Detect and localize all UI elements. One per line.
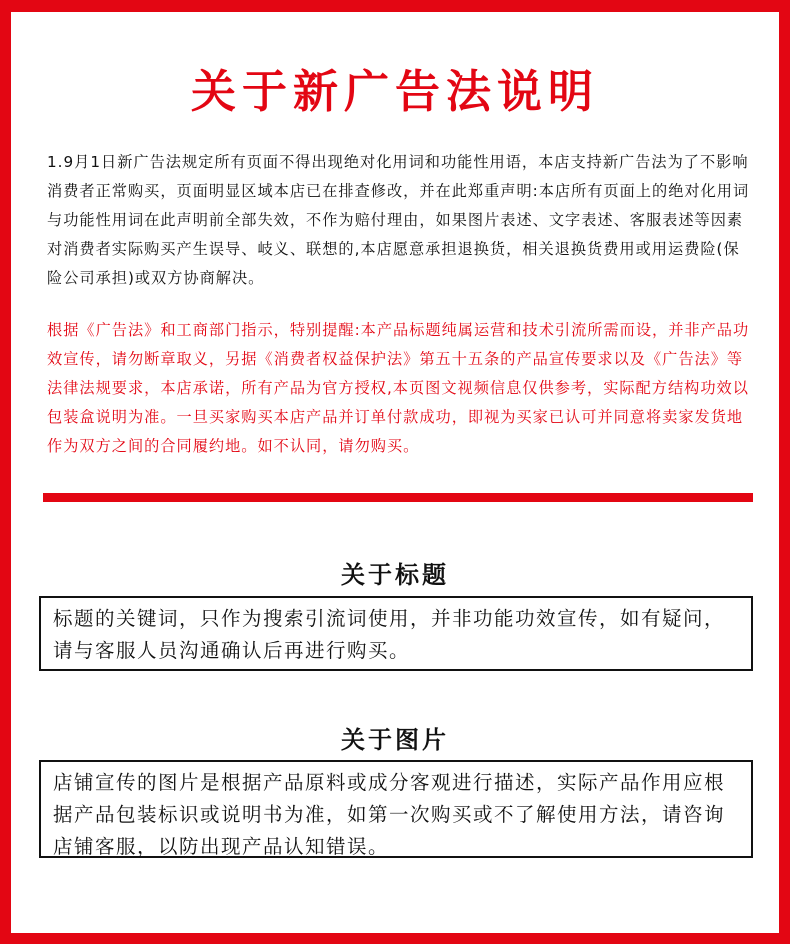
special-reminder-paragraph: 根据《广告法》和工商部门指示，特别提醒:本产品标题纯属运营和技术引流所需而设，并非产品功效宣传，请勿断章取义，另据《消费者权益保护法》第五十五条的产品宣传要求以及《广告法》等法律法规要求，本店承诺，所有产品为官方授权,本页图文视频信息仅供参考，实际配方结构功效以包装盒说明为准。一旦买家购买本店产品并订单付款成功，即视为买家已认可并同意将卖家发货地作为双方之间的合同履约地。如不认同，请勿购买。 (47, 321, 750, 455)
image-section-box: 店铺宣传的图片是根据产品原料或成分客观进行描述，实际产品作用应根据产品包装标识或说明书为准，如第一次购买或不了解使用方法，请咨询店铺客服，以防出现产品认知错误。 (39, 760, 753, 858)
page-title: 关于新广告法说明 (190, 65, 599, 118)
ad-law-statement-paragraph: 1.9月1日新广告法规定所有页面不得出现绝对化用词和功能性用语，本店支持新广告法为了不影响消费者正常购买，页面明显区域本店已在排查修改，并在此郑重声明:本店所有页面上的绝对化用词与功能性用词在此声明前全部失效，不作为赔付理由，如果图片表述、文字表述、客服表述等因素对消费者实际购买产生误导、岐义、联想的,本店愿意承担退换货，相关退换货费用或用运费险(保险公司承担)或双方协商解决。 (47, 153, 750, 287)
image-section-heading: 关于图片 (341, 726, 449, 754)
title-section-box: 标题的关键词，只作为搜索引流词使用，并非功能功效宣传，如有疑问，请与客服人员沟通确认后再进行购买。 (39, 596, 753, 671)
title-section-heading: 关于标题 (341, 561, 449, 589)
red-divider (43, 493, 753, 502)
